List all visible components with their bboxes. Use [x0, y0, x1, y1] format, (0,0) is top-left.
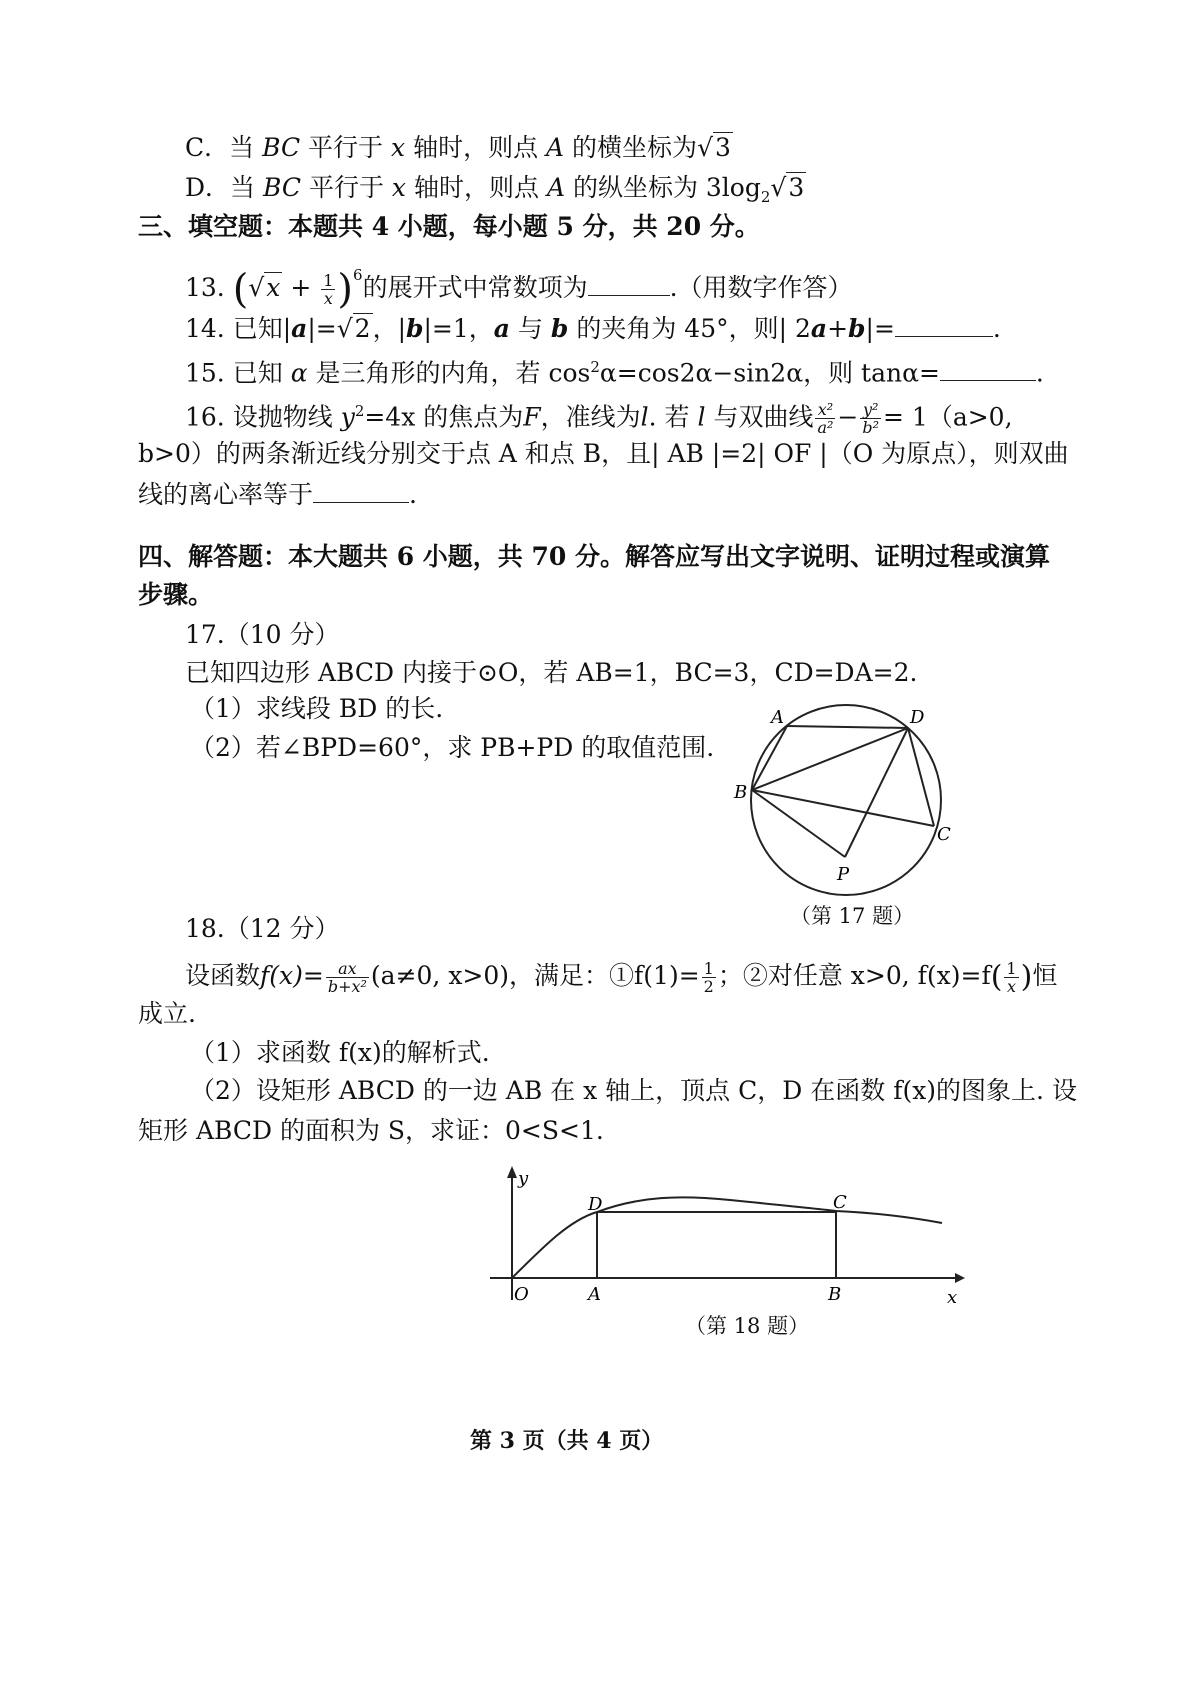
question-17-stem: 已知四边形 ABCD 内接于⊙O，若 AB=1，BC=3，CD=DA=2. — [185, 658, 918, 687]
question-number: 13. — [185, 273, 225, 302]
question-18-part2b: 矩形 ABCD 的面积为 S，求证：0<S<1. — [138, 1116, 604, 1145]
label-p: P — [837, 864, 850, 885]
paren-close: ) — [1020, 959, 1033, 995]
question-number: 14. — [185, 314, 225, 343]
question-18-part2a: （2）设矩形 ABCD 的一边 AB 在 x 轴上，顶点 C，D 在函数 f(x)的图象上. 设 — [190, 1076, 1077, 1105]
question-18-stem — [185, 955, 1057, 998]
math-var: BC — [262, 133, 301, 162]
text: |= — [865, 314, 895, 343]
text: 的纵坐标为 3log — [572, 173, 761, 202]
question-13: 13. (√x + $\frac{1}{x}$ )$^6$的展开式中常数项为 .（用数字作答） — [185, 266, 853, 313]
text: |= — [307, 314, 337, 343]
fraction-denominator: x — [1007, 977, 1017, 996]
fraction-numerator: ax — [326, 960, 369, 978]
text: 是三角形的内角，若 cos — [315, 358, 591, 388]
y-axis-arrow — [507, 1166, 517, 1178]
text: 的横坐标为 — [572, 133, 698, 162]
text: =4x 的焦点为 — [364, 402, 524, 432]
text: 平行于 — [308, 173, 384, 202]
text: 已知| — [232, 314, 292, 343]
section-4-heading-line2: 步骤。 — [138, 580, 214, 609]
label-y: y — [518, 1168, 529, 1189]
math-var: l — [697, 402, 706, 432]
text: 的展开式中常数项为 — [362, 273, 588, 302]
question-16-line2: b>0）的两条渐近线分别交于点 A 和点 B，且| AB |=2| OF |（O 为原点），则双曲 — [138, 439, 1069, 468]
text: 与 — [517, 314, 543, 343]
text: 设抛物线 — [232, 402, 333, 432]
fraction — [1004, 960, 1018, 995]
option-label: C． — [185, 133, 230, 162]
math-var: x — [391, 173, 407, 202]
text: 线的离心率等于 — [138, 480, 314, 509]
fraction-denominator: b² — [862, 418, 880, 438]
text: 与双曲线 — [713, 402, 814, 432]
label-a-18: A — [588, 1284, 601, 1305]
sqrt-value: 3 — [788, 173, 805, 202]
function-curve — [512, 1197, 942, 1278]
text: ，| — [372, 314, 407, 343]
paren-open: ( — [990, 959, 1003, 995]
exponent: 2 — [590, 358, 600, 376]
text: ，准线为 — [540, 402, 641, 432]
text: . 若 — [648, 402, 690, 432]
vector-b: b — [550, 314, 569, 343]
fraction-denominator: 2 — [703, 977, 714, 996]
fraction-numerator: 1 — [1006, 959, 1017, 978]
section-3-heading: 三、填空题：本题共 4 小题，每小题 5 分，共 20 分。 — [138, 212, 760, 241]
segment-ab — [752, 726, 787, 790]
math-var: F — [523, 402, 541, 432]
label-b-18: B — [828, 1284, 842, 1305]
text: (a≠0, x>0)，满足：①f(1)= — [370, 961, 700, 990]
text: 轴时，则点 — [413, 133, 539, 162]
text: 已知 — [232, 358, 283, 388]
segment-ad — [787, 726, 908, 728]
section-4-heading-line1: 四、解答题：本大题共 6 小题，共 70 分。解答应写出文字说明、证明过程或演算 — [138, 542, 1051, 571]
sqrt-value: x — [266, 273, 281, 302]
text: .（用数字作答） — [669, 273, 853, 302]
segment-bc — [752, 790, 934, 826]
figure-17-caption: （第 17 题） — [790, 904, 915, 928]
sqrt-value: 2 — [354, 314, 371, 343]
text: 恒 — [1032, 961, 1058, 990]
fraction-numerator: 1 — [703, 959, 714, 978]
exponent: 2 — [354, 402, 365, 420]
label-x: x — [947, 1287, 958, 1308]
x-axis-arrow — [955, 1273, 965, 1283]
question-17-head: 17.（10 分） — [185, 620, 340, 649]
vector-b: b — [406, 314, 424, 343]
fraction-denominator: x — [323, 289, 333, 308]
fraction-numerator: x² — [815, 401, 835, 419]
text: 轴时，则点 — [413, 173, 539, 202]
label-o: O — [514, 1284, 529, 1305]
question-number: 16. — [185, 402, 225, 432]
text: . — [409, 480, 417, 509]
plus-sign: + — [290, 273, 312, 302]
paren-close: ) — [337, 266, 354, 313]
text: 设函数 — [185, 961, 261, 990]
label-b: B — [734, 782, 748, 803]
question-18-head: 18.（12 分） — [185, 914, 340, 943]
fraction-denominator: a² — [817, 418, 834, 438]
text: . — [1035, 358, 1044, 388]
paren-open: ( — [232, 266, 249, 313]
segment-dp — [845, 728, 908, 857]
sqrt-value: 3 — [715, 133, 731, 162]
text: |=1， — [423, 314, 494, 343]
text: 平行于 — [308, 133, 384, 162]
vector-a: a — [291, 314, 308, 343]
label-a: A — [771, 707, 784, 728]
text: 的夹角为 45°，则| 2 — [576, 314, 811, 343]
option-d: D．当 BC 平行于 x 轴时，则点 A 的纵坐标为 $3\log_2√3$ — [185, 173, 805, 206]
label-c: C — [937, 824, 951, 845]
text: ；②对任意 x>0, f(x)=f — [717, 961, 991, 990]
label-d-18: D — [588, 1194, 603, 1215]
fraction-numerator: 1 — [323, 271, 334, 290]
question-number: 15. — [185, 358, 225, 388]
question-18-line2: 成立. — [138, 999, 196, 1028]
exponent: 6 — [353, 266, 363, 284]
label-d: D — [910, 707, 925, 728]
option-label: D． — [185, 173, 231, 202]
text: α=cos2α−sin2α，则 tanα= — [599, 358, 940, 388]
math-var: A — [546, 173, 565, 202]
text: 当 — [230, 173, 256, 202]
vector-a: a — [810, 314, 828, 343]
fraction — [702, 960, 716, 995]
math-var: l — [640, 402, 649, 432]
page-footer: 第 3 页（共 4 页） — [470, 1428, 664, 1454]
label-c-18: C — [833, 1192, 847, 1213]
fraction-denominator: b+x² — [327, 977, 367, 996]
minus-sign: − — [837, 402, 859, 432]
math-var: y — [340, 402, 355, 432]
question-18-part1: （1）求函数 f(x)的解析式. — [190, 1038, 490, 1067]
math-expr: f(x)= — [260, 961, 324, 990]
fraction — [326, 960, 369, 995]
math-var: x — [391, 133, 406, 162]
text: . — [992, 314, 1001, 343]
log-base: 2 — [760, 188, 771, 206]
text: = 1（a>0, — [883, 402, 1013, 432]
fraction-numerator: y² — [860, 401, 881, 419]
math-var: BC — [263, 173, 301, 202]
question-17-part2: （2）若∠BPD=60°，求 PB+PD 的取值范围. — [190, 733, 715, 762]
math-var: α — [290, 358, 308, 388]
text: + — [827, 314, 849, 343]
figure-18-caption: （第 18 题） — [685, 1314, 810, 1338]
vector-b: b — [848, 314, 866, 343]
math-var: A — [546, 133, 565, 162]
question-14: 14. 已知|a|=√2，|b|=1，a 与 b 的夹角为 45°，则| 2a+b|= . — [185, 314, 1001, 343]
question-17-part1: （1）求线段 BD 的长. — [190, 694, 444, 723]
text: 当 — [229, 133, 255, 162]
option-c: C．当 BC 平行于 x 轴时，则点 A 的横坐标为√3 — [185, 133, 731, 162]
vector-a: a — [493, 314, 510, 343]
